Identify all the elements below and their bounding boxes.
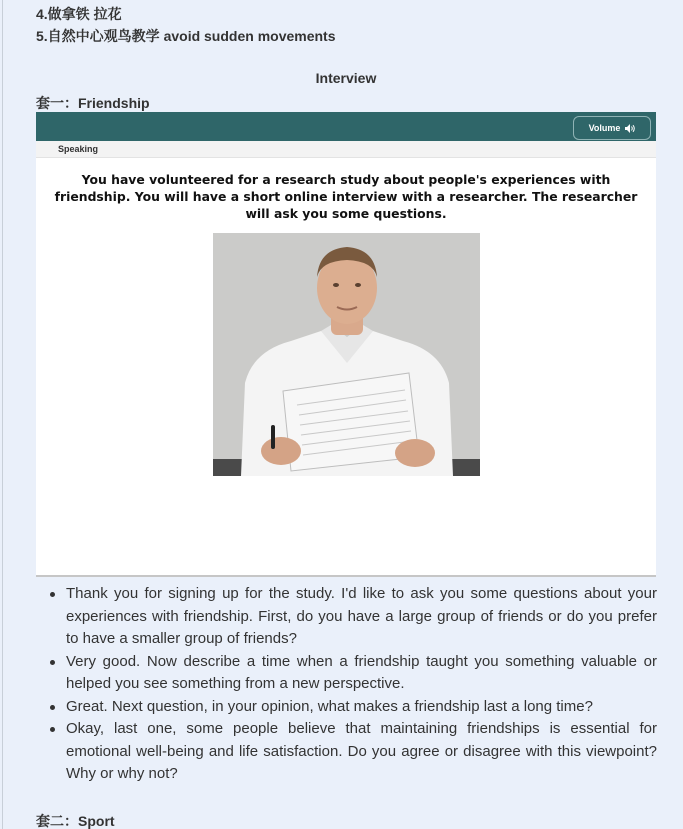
volume-label: Volume bbox=[588, 123, 621, 133]
note-line-4: 4.做拿铁 拉花 bbox=[36, 6, 122, 22]
man-holding-paper-image bbox=[213, 233, 480, 476]
left-border bbox=[2, 0, 3, 829]
speaking-label: Speaking bbox=[58, 144, 99, 154]
list-item: Thank you for signing up for the study. I'd like to ask you some questions about your experiences with friendship. First, do you have a large group of friends or do you prefer to have a smaller group of friends? bbox=[66, 583, 657, 651]
section-heading: Interview bbox=[315, 70, 377, 86]
question-list bbox=[66, 583, 657, 786]
volume-button[interactable] bbox=[573, 116, 651, 140]
task-prompt: You have volunteered for a research study about people's experiences with friendship. You will have a short online interview with a researcher. The researcher will ask you some questions. bbox=[54, 172, 638, 221]
note-line-5: 5.自然中心观鸟教学 avoid sudden movements bbox=[36, 28, 336, 44]
divider bbox=[36, 575, 656, 577]
speaking-strip bbox=[36, 141, 656, 158]
embedded-screenshot bbox=[36, 112, 656, 575]
set-1-title: 套一：Friendship bbox=[36, 95, 150, 111]
list-item: Very good. Now describe a time when a friendship taught you something valuable or helped you see something from a new perspective. bbox=[66, 651, 657, 696]
list-item: Okay, last one, some people believe that maintaining friendships is essential for emotional well-being and life satisfaction. Do you agree or disagree with this viewpoint? Why or why not? bbox=[66, 718, 657, 786]
list-item: Great. Next question, in your opinion, what makes a friendship last a long time? bbox=[66, 696, 657, 719]
set-2-title: 套二：Sport bbox=[36, 813, 115, 829]
speaker-icon bbox=[625, 124, 635, 133]
screenshot-header-bar bbox=[36, 112, 656, 141]
interviewer-photo bbox=[213, 233, 480, 476]
